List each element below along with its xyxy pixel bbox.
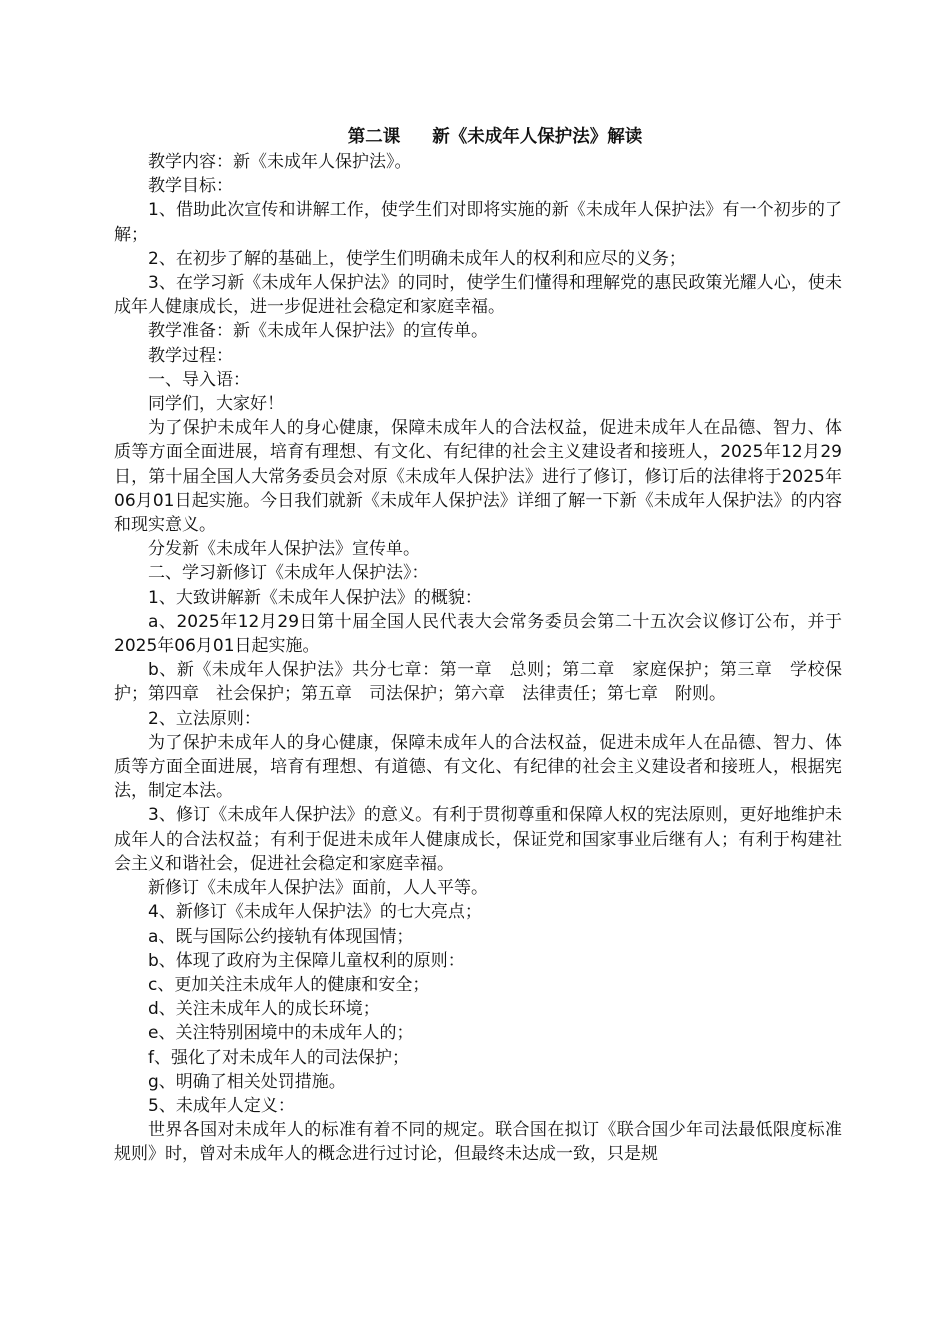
highlight-e: e、关注特别困境中的未成年人的； [148, 1023, 414, 1044]
definition-heading: 5、未成年人定义： [148, 1095, 295, 1116]
handout-note: 分发新《未成年人保护法》宣传单。 [148, 539, 420, 560]
intro-heading: 一、导入语： [148, 369, 250, 390]
highlight-d: d、关注未成年人的成长环境； [148, 999, 380, 1020]
equality-statement: 新修订《未成年人保护法》面前，人人平等。 [148, 878, 488, 899]
teaching-preparation: 教学准备：新《未成年人保护法》的宣传单。 [148, 321, 488, 342]
highlight-a: a、既与国际公约接轨有体现国情； [148, 926, 414, 947]
document-page [114, 124, 842, 1167]
overview-item-a: a、2025年12月29日第十届全国人民代表大会常务委员会第二十五次会议修订公布，并于2025年06月01日起实施。 [114, 611, 842, 657]
lesson-topic: 新《未成年人保护法》解读 [432, 127, 643, 147]
definition-text: 世界各国对未成年人的标准有着不同的规定。联合国在拟订《联合国少年司法最低限度标准规则》时，曾对未成年人的概念进行过讨论，但最终未达成一致，只是规 [114, 1120, 842, 1165]
highlight-f: f、强化了对未成年人的司法保护； [148, 1047, 409, 1068]
highlight-b: b、体现了政府为主保障儿童权利的原则： [148, 950, 465, 971]
goal-2: 2、在初步了解的基础上，使学生们明确未成年人的权利和应尽的义务； [148, 248, 686, 269]
highlights-heading: 4、新修订《未成年人保护法》的七大亮点； [148, 902, 482, 923]
legislative-principle-text: 为了保护未成年人的身心健康，保障未成年人的合法权益，促进未成年人在品德、智力、体质等方面全面进展，培育有理想、有道德、有文化、有纪律的社会主义建设者和接班人，根据宪法，制定本法。 [114, 732, 842, 802]
intro-paragraph: 为了保护未成年人的身心健康，保障未成年人的合法权益，促进未成年人在品德、智力、体质等方面全面进展，培育有理想、有文化、有纪律的社会主义建设者和接班人，2025年12月29日，第十届全国人大常务委员会对原《未成年人保护法》进行了修订，修订后的法律将于2025年06月01日起实施。今日我们就新《未成年人保护法》详细了解一下新《未成年人保护法》的内容和现实意义。 [114, 418, 842, 536]
lesson-number: 第二课 [347, 127, 401, 147]
goal-3: 3、在学习新《未成年人保护法》的同时，使学生们懂得和理解党的惠民政策光耀人心，使未成年人健康成长，进一步促进社会稳定和家庭幸福。 [114, 273, 842, 318]
page-title [114, 124, 842, 150]
greeting: 同学们，大家好！ [148, 394, 284, 415]
overview-heading: 1、大致讲解新《未成年人保护法》的概貌： [148, 587, 482, 608]
highlight-c: c、更加关注未成年人的健康和安全； [148, 974, 430, 995]
teaching-content: 教学内容：新《未成年人保护法》。 [148, 152, 412, 172]
overview-item-b: b、新《未成年人保护法》共分七章：第一章 总则；第二章 家庭保护；第三章 学校保护；第四章 社会保护；第五章 司法保护；第六章 法律责任；第七章 附则。 [114, 660, 842, 705]
teaching-goals-heading: 教学目标： [148, 176, 233, 197]
legislative-principle-heading: 2、立法原则： [148, 708, 261, 729]
teaching-process-heading: 教学过程： [148, 345, 233, 366]
revision-significance: 3、修订《未成年人保护法》的意义。有利于贯彻尊重和保障人权的宪法原则，更好地维护未成年人的合法权益；有利于促进未成年人健康成长，保证党和国家事业后继有人；有利于构建社会主义和谐社会，促进社会稳定和家庭幸福。 [114, 805, 842, 874]
goal-1: 1、借助此次宣传和讲解工作，使学生们对即将实施的新《未成年人保护法》有一个初步的了解； [114, 200, 842, 245]
section-two-heading: 二、学习新修订《未成年人保护法》： [148, 563, 429, 584]
highlight-g: g、明确了相关处罚措施。 [148, 1071, 346, 1092]
